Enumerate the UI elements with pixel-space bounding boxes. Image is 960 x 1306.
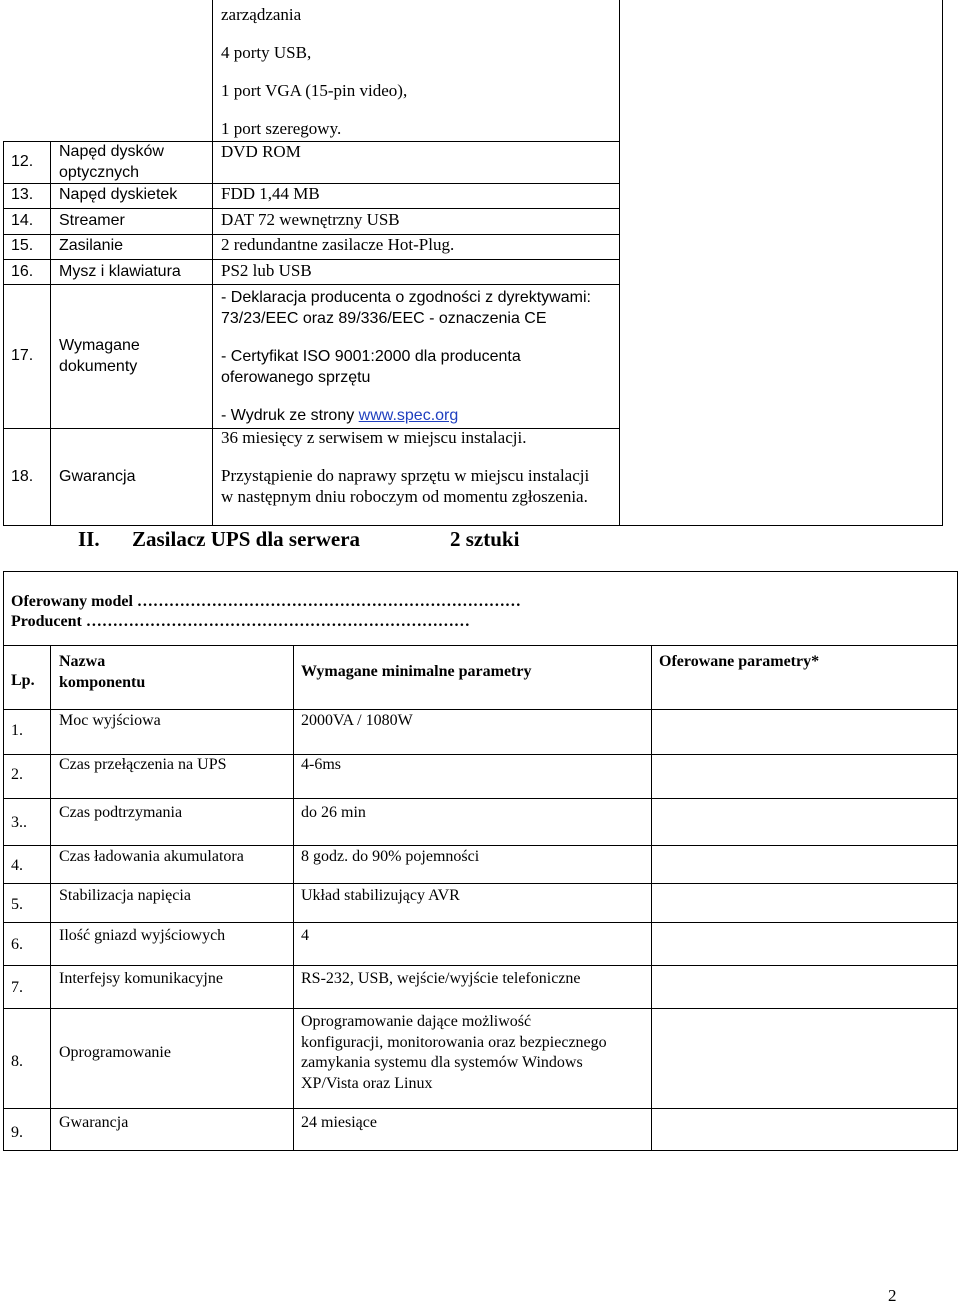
row-name: Mysz i klawiatura <box>59 263 181 280</box>
column-divider <box>619 0 620 526</box>
row-divider <box>3 645 958 646</box>
document-requirement: - Certyfikat ISO 9001:2000 dla producenta <box>221 348 521 365</box>
header-required-params: Wymagane minimalne parametry <box>301 663 532 680</box>
required-value: 4 <box>301 927 309 944</box>
row-number: 7. <box>11 979 23 996</box>
row-value: PS2 lub USB <box>221 261 312 280</box>
param-line: zarządzania <box>221 5 302 24</box>
component-name: Czas ładowania akumulatora <box>59 848 244 865</box>
table-border <box>3 571 958 572</box>
row-divider <box>3 1008 958 1009</box>
row-number: 9. <box>11 1124 23 1141</box>
spec-org-link[interactable]: www.spec.org <box>358 407 459 424</box>
row-value: 2 redundantne zasilacze Hot-Plug. <box>221 235 455 254</box>
row-divider <box>3 259 619 260</box>
row-name: dokumenty <box>59 358 138 375</box>
row-number: 6. <box>11 936 23 953</box>
param-line: 4 porty USB, <box>221 43 312 62</box>
column-divider <box>50 645 51 1151</box>
section-title: Zasilacz UPS dla serwera <box>132 527 361 551</box>
required-value: 24 miesiące <box>301 1114 377 1131</box>
param-line: 1 port szeregowy. <box>221 119 342 138</box>
required-value: RS-232, USB, wejście/wyjście telefoniczne <box>301 970 581 987</box>
required-value: konfiguracji, monitorowania oraz bezpiecznego <box>301 1034 607 1051</box>
table-bottom-border <box>3 525 943 526</box>
row-name: optycznych <box>59 164 140 181</box>
required-value: XP/Vista oraz Linux <box>301 1075 433 1092</box>
row-divider <box>3 845 958 846</box>
component-name: Moc wyjściowa <box>59 712 161 729</box>
header-name: Nazwa <box>59 653 106 670</box>
row-divider <box>3 208 619 209</box>
component-name: Ilość gniazd wyjściowych <box>59 927 226 944</box>
column-divider <box>942 0 943 526</box>
header-lp: Lp. <box>11 672 35 689</box>
page-number: 2 <box>888 1286 897 1305</box>
document-requirement <box>221 406 458 425</box>
column-divider <box>651 645 652 1151</box>
table-border <box>3 571 4 1151</box>
required-value: Układ stabilizujący AVR <box>301 887 460 904</box>
row-name: Wymagane <box>59 337 140 354</box>
offered-model-label: Oferowany model ……………………………………………………………… <box>11 593 521 610</box>
row-number: 12. <box>11 153 34 170</box>
document-requirement: 73/23/EEC oraz 89/336/EEC - oznaczenia CE <box>221 310 547 327</box>
row-divider <box>3 1108 958 1109</box>
row-value: FDD 1,44 MB <box>221 184 320 203</box>
row-number: 2. <box>11 766 23 783</box>
row-number: 3.. <box>11 814 27 831</box>
required-value: 2000VA / 1080W <box>301 712 413 729</box>
table-border <box>3 1150 958 1151</box>
row-number: 13. <box>11 186 34 203</box>
column-divider <box>50 141 51 526</box>
param-line: 1 port VGA (15-pin video), <box>221 81 408 100</box>
required-value: 4-6ms <box>301 756 341 773</box>
row-number: 5. <box>11 896 23 913</box>
row-name: Napęd dysków <box>59 143 164 160</box>
row-name: Streamer <box>59 212 125 229</box>
component-name: Gwarancja <box>59 1114 129 1131</box>
row-number: 16. <box>11 263 34 280</box>
column-divider <box>293 645 294 1151</box>
producer-label: Producent ……………………………………………………………… <box>11 613 470 630</box>
row-number: 18. <box>11 468 34 485</box>
row-number: 1. <box>11 722 23 739</box>
wydruk-text: - Wydruk ze strony <box>221 407 359 424</box>
warranty-line: w następnym dniu roboczym od momentu zgłoszenia. <box>221 487 588 506</box>
row-name: Zasilanie <box>59 237 124 254</box>
component-name: Interfejsy komunikacyjne <box>59 970 223 987</box>
row-number: 14. <box>11 212 34 229</box>
warranty-line: 36 miesięcy z serwisem w miejscu instalacji. <box>221 428 527 447</box>
component-name: Stabilizacja napięcia <box>59 887 191 904</box>
section-number: II. <box>78 527 100 551</box>
warranty-line: Przystąpienie do naprawy sprzętu w miejscu instalacji <box>221 466 590 485</box>
row-value: DAT 72 wewnętrzny USB <box>221 210 400 229</box>
row-number: 17. <box>11 347 34 364</box>
component-name: Czas podtrzymania <box>59 804 183 821</box>
table-border <box>957 571 958 1151</box>
row-name: Napęd dyskietek <box>59 186 178 203</box>
section-quantity: 2 sztuki <box>450 527 520 551</box>
required-value: Oprogramowanie dające możliwość <box>301 1013 532 1030</box>
row-number: 4. <box>11 857 23 874</box>
row-divider <box>3 965 958 966</box>
required-value: zamykania systemu dla systemów Windows <box>301 1054 583 1071</box>
header-offered-params: Oferowane parametry* <box>659 653 820 670</box>
row-number: 15. <box>11 237 34 254</box>
row-divider <box>3 922 958 923</box>
row-divider <box>3 798 958 799</box>
row-divider <box>3 709 958 710</box>
required-value: do 26 min <box>301 804 366 821</box>
header-name: komponentu <box>59 674 146 691</box>
column-divider <box>212 0 213 526</box>
row-divider <box>3 284 619 285</box>
document-requirement: - Deklaracja producenta o zgodności z dyrektywami: <box>221 289 591 306</box>
required-value: 8 godz. do 90% pojemności <box>301 848 480 865</box>
row-number: 8. <box>11 1053 23 1070</box>
row-divider <box>3 883 958 884</box>
component-name: Czas przełączenia na UPS <box>59 756 227 773</box>
component-name: Oprogramowanie <box>59 1044 171 1061</box>
column-divider <box>3 141 4 526</box>
row-name: Gwarancja <box>59 468 136 485</box>
row-value: DVD ROM <box>221 142 301 161</box>
document-requirement: oferowanego sprzętu <box>221 369 371 386</box>
